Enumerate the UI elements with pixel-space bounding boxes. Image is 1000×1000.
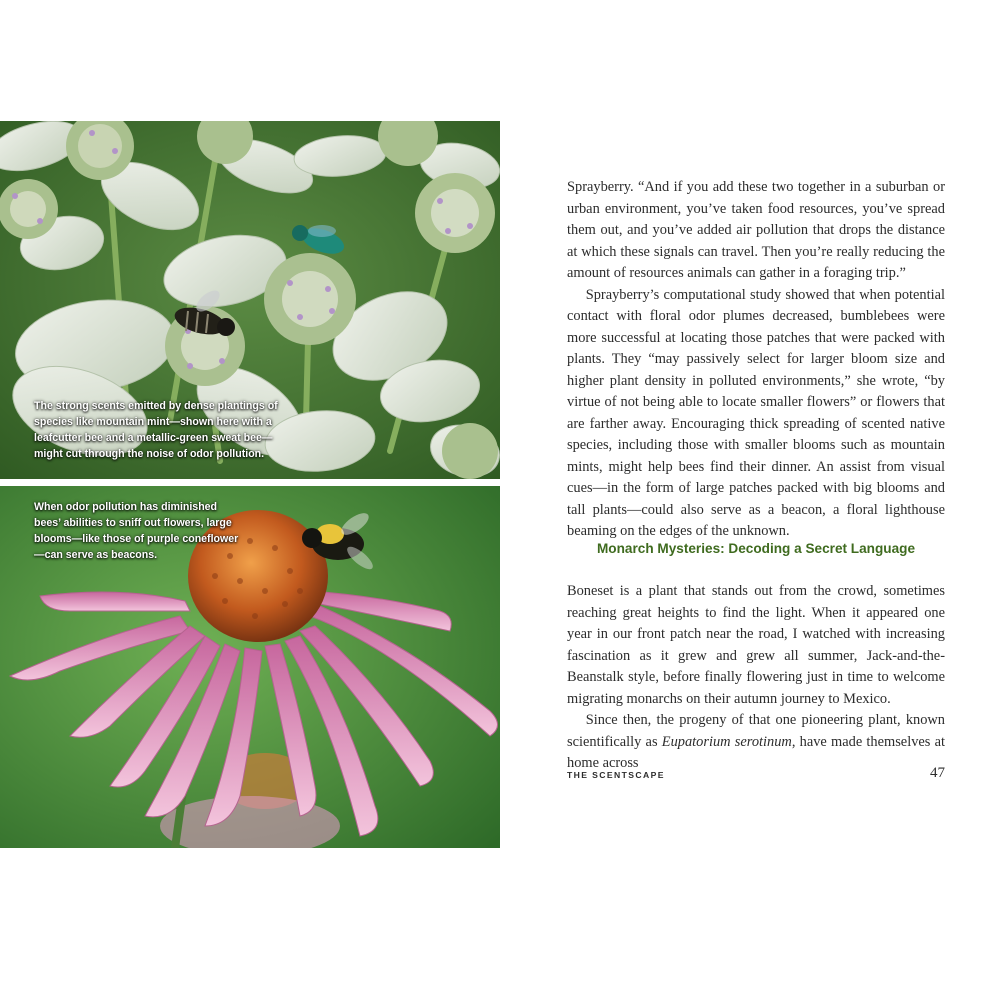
flower-head [264, 253, 356, 345]
paragraph: Boneset is a plant that stands out from the crowd, sometimes reaching great heights to find the light. When it appeared one year in our front patch near the road, I watched with increasing fascination as it grew and grew all summer, Jack-and-the-Beanstalk style, before finally flowering just in time to welcome migrating monarchs on their autumn journey to Mexico. [567, 583, 945, 707]
caption-coneflower: When odor pollution has diminished bees’ abilities to sniff out flowers, large blooms—like those of purple coneflower—can serve as beacons. [34, 501, 239, 561]
flower-head [415, 173, 495, 253]
section-heading: Monarch Mysteries: Decoding a Secret Language [596, 541, 916, 556]
photo-purple-coneflower [0, 486, 500, 848]
species-name: Eupatorium serotinum [661, 733, 792, 750]
paragraph: Sprayberry. “And if you add these two together in a suburban or urban environment, you’ve taken food resources, you’ve spread them out, and you’ve added air pollution that drops the distance at which these signals can travel. Then you’re really reducing the amount of resources animals can gather in a foraging trip.” [567, 179, 945, 281]
page-number: 47 [930, 765, 945, 781]
paragraph [567, 710, 945, 775]
paragraph: Sprayberry’s computational study showed that when potential contact with floral odor plumes decreased, bumblebees were more successful at locating those patches that were packed with plants. They “may passively select for larger bloom size and higher plant density in polluted environments,” she wrote, “by virtue of not being able to locate smaller flowers” or flowers that are farther away. Encouraging thick spreading of scented native species, including those with smaller blooms such as mountain mints, might help bees find their dinner. An assist from visual cues—in the form of large patches packed with big blooms and tall plants—could also serve as a beacon, a floral lighthouse beaming on the edges of the unknown. [567, 286, 945, 539]
flower-head [0, 179, 58, 239]
body-text-bottom [567, 581, 945, 775]
flower-head [442, 423, 498, 479]
body-text-top [567, 177, 945, 543]
paragraph-text: Since then, the progeny of that one pioneering plant, known scientifically as [567, 712, 945, 750]
caption-mountain-mint: The strong scents emitted by dense plantings of species like mountain mint—shown here with a leafcutter bee and a metallic-green sweat bee—might cut through the noise of odor pollution. [34, 400, 278, 460]
paragraph-text: , have made themselves at home across [567, 733, 945, 771]
photo-mountain-mint [0, 121, 500, 479]
running-head: THE SCENTSCAPE [567, 770, 665, 780]
